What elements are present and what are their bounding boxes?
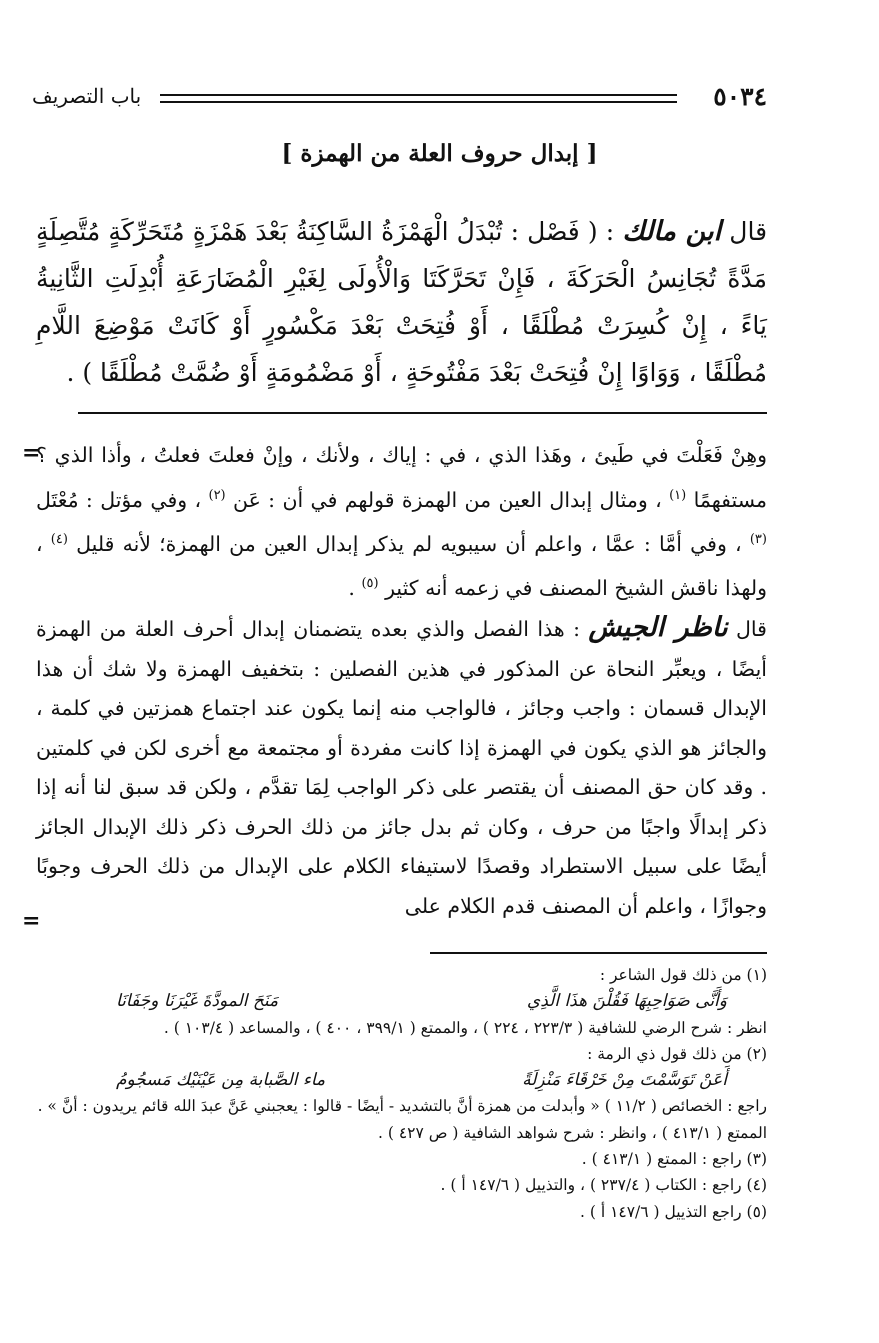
verse-hemistich-second: ماء الصَّبابة مِن عَيْنَيْك مَسجُومُ	[116, 1070, 326, 1091]
footnote-1: (١) من ذلك قول الشاعر :	[599, 966, 767, 984]
footnote-2: (٢) من ذلك قول ذي الرمة :	[587, 1044, 767, 1063]
matn-text	[36, 208, 767, 396]
footnote-2-verse	[36, 1067, 767, 1093]
matn-intro: قال	[729, 217, 768, 246]
running-header	[32, 82, 767, 118]
footnote-ref-3[interactable]: (٣)	[749, 531, 767, 547]
verse-hemistich-first: أَعَنْ تَوَسَّمْتَ مِنْ خَرْقَاءَ مَنْزِلَةً	[522, 1070, 727, 1091]
continuation-mark-bottom: =	[22, 908, 41, 934]
footnote-5: (٥) راجع التذييل ( ١٤٧/٦ أ ) .	[580, 1202, 767, 1221]
matn-divider	[78, 412, 767, 414]
section-title: [ إبدال حروف العلة من الهمزة ]	[281, 140, 598, 167]
header-double-rule	[160, 94, 677, 103]
footnote-ref-2[interactable]: (٢)	[208, 487, 226, 503]
footnote-1-verse	[36, 988, 767, 1014]
footnote-divider	[430, 952, 767, 954]
footnote-4: (٤) راجع : الكتاب ( ٢٣٧/٤ ) ، والتذييل ( ١٤٧/٦ أ ) .	[440, 1176, 767, 1195]
footnote-3: (٣) راجع : الممتع ( ٤١٣/١ ) .	[581, 1150, 767, 1169]
matn-body: : ( فَصْل : تُبْدَلُ الْهَمْزَةُ السَّاكِنَةُ بَعْدَ هَمْزَةٍ مُتَحَرِّكَةٍ مُتَّصِلَةٍ مَدَّةً تُجَانِسُ الْحَرَكَةَ ، فَإِنْ تَحَرَّكَتَا وَالْأُولَى لِغَيْرِ الْمُضَارَعَةِ أُبْدِلَتِ الثَّانِيةُ يَاءً ، إِنْ كُسِرَتْ مُطْلَقًا ، أَوْ فُتِحَتْ بَعْدَ مَكْسُورٍ أَوْ كَانَتْ مَوْضِعَ اللَّامِ مُطْلَقًا ، وَوَاوًا إِنْ فُتِحَتْ بَعْدَ مَفْتُوحَةٍ ، أَوْ مَضْمُومَةٍ أَوْ ضُمَّتْ مُطْلَقًا ) .	[36, 217, 767, 387]
commentary-paragraph	[36, 608, 767, 926]
footnotes	[36, 962, 767, 1225]
continuation-mark-top: =	[22, 440, 41, 466]
footnote-ref-1[interactable]: (١)	[669, 487, 687, 503]
commentary-text: : هذا الفصل والذي بعده يتضمنان إبدال أحرف العلة من الهمزة أيضًا ، ويعبِّر النحاة عن المذكور في هذين الفصلين : بتخفيف الهمزة ولا شك أن هذا الإبدال قسمان : واجب وجائز ، فالواجب منه إنما يكون عند اجتماع همزتين في كلمة ، والجائز هو الذي يكون في الهمزة إذا كانت مفردة أو مجتمعة مع أخرى لكن في كلمتين . وقد كان حق المصنف أن يقتصر على ذكر الواجب لِمَا تقدَّم ، ولكن قد سبق لنا أنه إذا ذكر إبدالًا واجبًا من حرف ، وكان ثم بدل جائز من ذلك الحرف ذكر ذلك الإبدال الجائز أيضًا على سبيل الاستطراد وقصدًا لاستيفاء الكلام على الإبدال من ذلك الحرف وجوبًا وجوازًا ، واعلم أن المصنف قدم الكلام على	[36, 617, 767, 918]
footnote-ref-5[interactable]: (٥)	[361, 576, 379, 592]
page-number: ٥٠٣٤	[713, 82, 767, 111]
continued-paragraph: وهِنْ فَعَلْتَ في طَيئ ، وهَذا الذي ، في : إياك ، ولأنك ، وإنْ فعلتَ فعلتُ ، وأذا الذي ؟ مستفهمًا $^{(١)}$ ، ومثال إبدال العين من الهمزة قولهم في أن : عَن $^{(٢)}$ ، وفي مؤتل : مُعْتَل $^{(٣)}$ ، وفي أمَّا : عمَّا ، واعلم أن سيبويه لم يذكر إبدال العين من الهمزة؛ لأنه قليل $^{(٤)}$ ، ولهذا ناقش الشيخ المصنف في زعمه أنه كثير $^{(٥)}$ .	[36, 443, 767, 600]
verse-hemistich-first: وَأَنَّى صَوَاحِبِهَا فَقُلْنَ هذَا الَّذِي	[526, 991, 727, 1012]
matn-speaker: ابن مالك	[622, 216, 722, 247]
footnote-2-reference: راجع : الخصائص ( ١١/٢ ) « وأبدلت من همزة أنَّ بالتشديد - أيضًا - قالوا : يعجبني عَنَّ عبدَ الله قائم يريدون : أنَّ » . الممتع ( ٤١٣/١ ) ، وانظر : شرح شواهد الشافية ( ص ٤٢٧ ) .	[37, 1097, 767, 1142]
footnote-1-reference: انظر : شرح الرضي للشافية ( ٢٢٣/٣ ، ٢٢٤ ) ، والممتع ( ٣٩٩/١ ، ٤٠٠ ) ، والمساعد ( ١٠٣/٤ ) .	[163, 1018, 767, 1037]
commentary-intro: قال	[736, 617, 767, 642]
verse-hemistich-second: مَنَحَ المودَّةَ غَيْرَنَا وجَفَانَا	[116, 991, 279, 1012]
chapter-title: باب التصريف	[32, 84, 142, 108]
commentary-body	[36, 436, 767, 926]
footnote-ref-4[interactable]: (٤)	[50, 531, 68, 547]
commentary-speaker: ناظر الجيش	[588, 612, 728, 644]
